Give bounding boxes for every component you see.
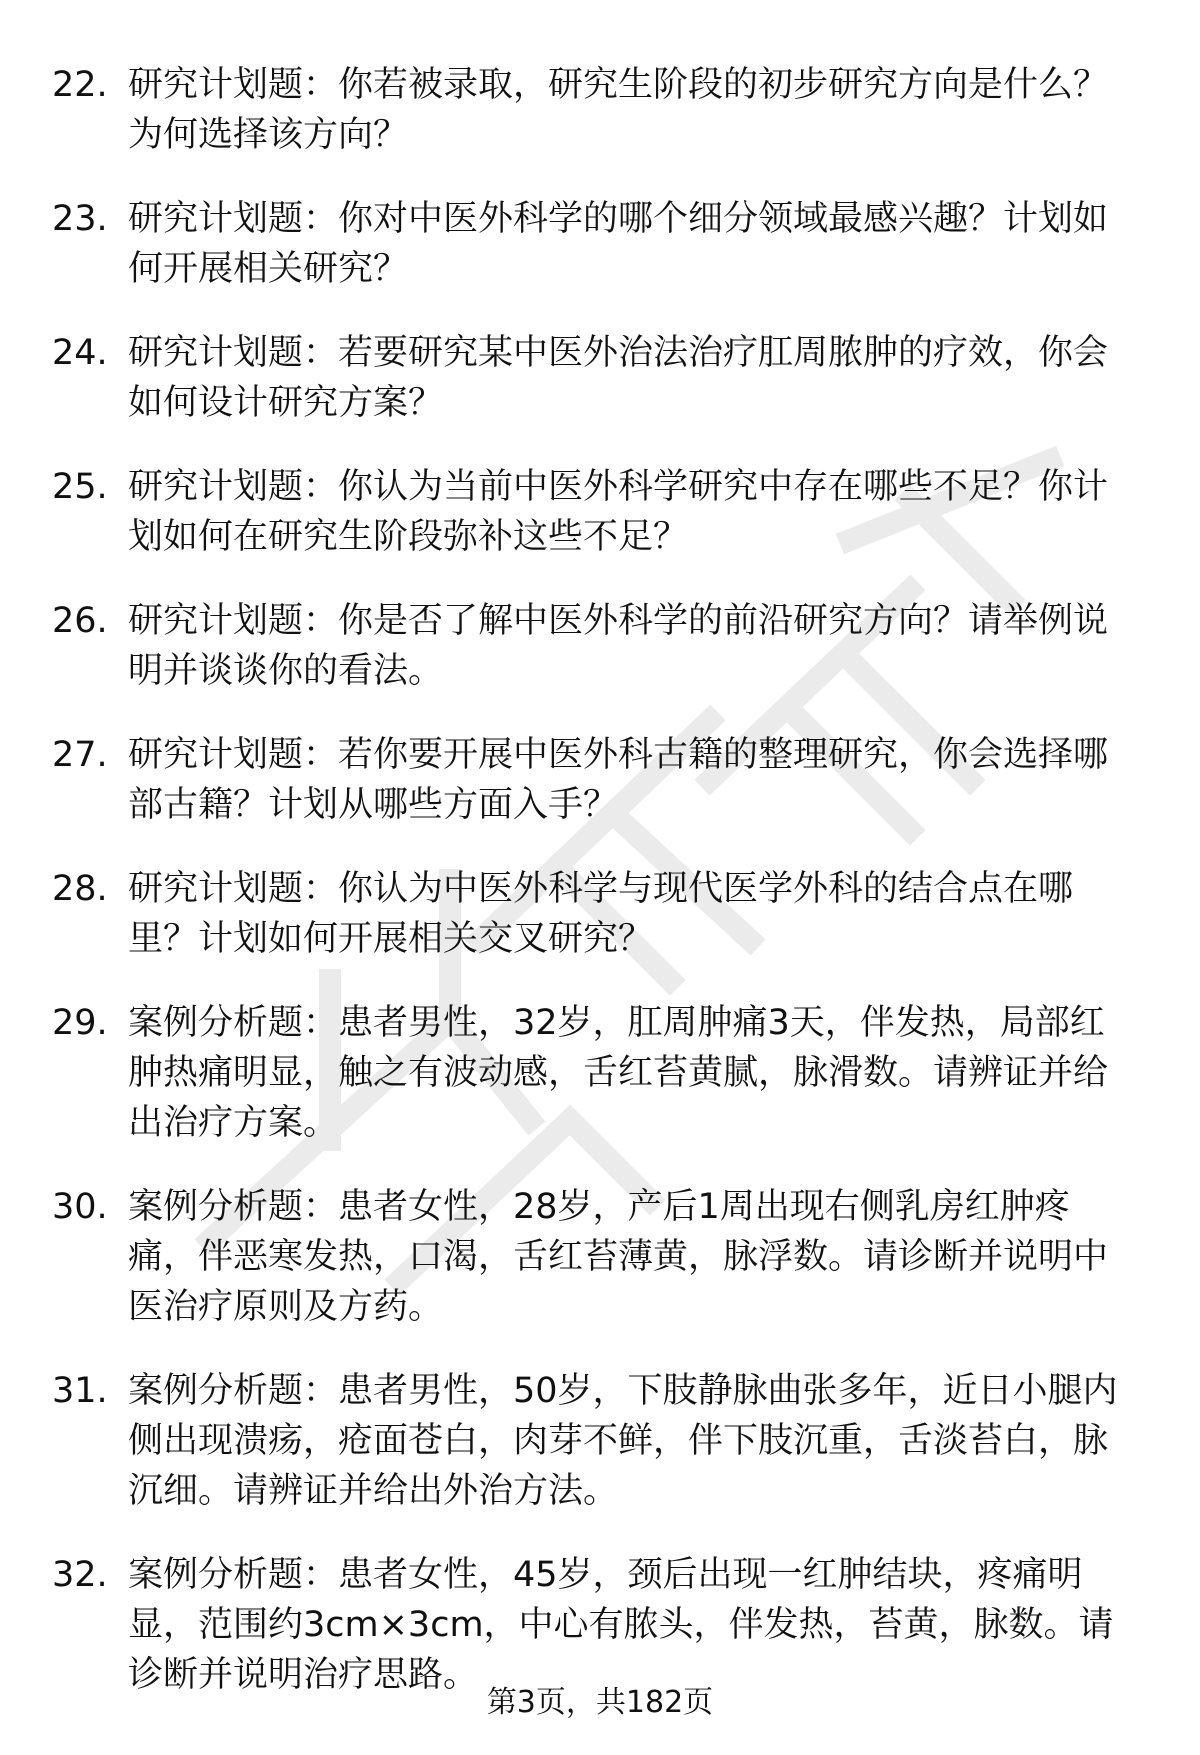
list-item <box>52 730 1152 830</box>
question-number: 23. <box>52 199 108 239</box>
question-number: 29. <box>52 1003 108 1043</box>
list-item <box>52 328 1152 428</box>
question-text: 研究计划题：你是否了解中医外科学的前沿研究方向？请举例说明并谈谈你的看法。 <box>128 601 1109 691</box>
list-item <box>52 864 1152 964</box>
list-item <box>52 1550 1152 1700</box>
question-list <box>52 60 1152 1734</box>
list-item <box>52 1182 1152 1332</box>
question-number: 31. <box>52 1371 108 1411</box>
question-text: 案例分析题：患者男性，32岁，肛周肿痛3天，伴发热，局部红肿热痛明显，触之有波动感，舌红苔黄腻，脉滑数。请辨证并给出治疗方案。 <box>128 1003 1109 1143</box>
list-item <box>52 1366 1152 1516</box>
page-footer <box>0 1683 1200 1723</box>
question-text: 研究计划题：若要研究某中医外治法治疗肛周脓肿的疗效，你会如何设计研究方案？ <box>128 333 1109 423</box>
list-item <box>52 998 1152 1148</box>
question-text: 研究计划题：你对中医外科学的哪个细分领域最感兴趣？计划如何开展相关研究？ <box>128 199 1109 289</box>
question-text: 案例分析题：患者男性，50岁，下肢静脉曲张多年，近日小腿内侧出现溃疡，疮面苍白，肉芽不鲜，伴下肢沉重，舌淡苔白，脉沉细。请辨证并给出外治方法。 <box>128 1371 1118 1511</box>
question-number: 27. <box>52 735 108 775</box>
question-number: 30. <box>52 1187 108 1227</box>
question-number: 25. <box>52 467 108 507</box>
list-item <box>52 596 1152 696</box>
question-number: 26. <box>52 601 108 641</box>
list-item <box>52 462 1152 562</box>
list-item <box>52 60 1152 160</box>
question-number: 32. <box>52 1555 108 1595</box>
question-text: 案例分析题：患者女性，45岁，颈后出现一红肿结块，疼痛明显，范围约3cm×3cm，中心有脓头，伴发热，苔黄，脉数。请诊断并说明治疗思路。 <box>128 1555 1114 1695</box>
question-text: 研究计划题：你认为当前中医外科学研究中存在哪些不足？你计划如何在研究生阶段弥补这些不足？ <box>128 467 1109 557</box>
question-number: 24. <box>52 333 108 373</box>
list-item <box>52 194 1152 294</box>
question-number: 22. <box>52 65 108 105</box>
question-number: 28. <box>52 869 108 909</box>
page-number-label: 第3页，共182页 <box>486 1685 714 1720</box>
question-text: 研究计划题：若你要开展中医外科古籍的整理研究，你会选择哪部古籍？计划从哪些方面入手？ <box>128 735 1109 825</box>
question-text: 研究计划题：你认为中医外科学与现代医学外科的结合点在哪里？计划如何开展相关交叉研究？ <box>128 869 1074 959</box>
question-text: 研究计划题：你若被录取，研究生阶段的初步研究方向是什么？为何选择该方向？ <box>128 65 1109 155</box>
question-text: 案例分析题：患者女性，28岁，产后1周出现右侧乳房红肿疼痛，伴恶寒发热，口渴，舌红苔薄黄，脉浮数。请诊断并说明中医治疗原则及方药。 <box>128 1187 1109 1327</box>
